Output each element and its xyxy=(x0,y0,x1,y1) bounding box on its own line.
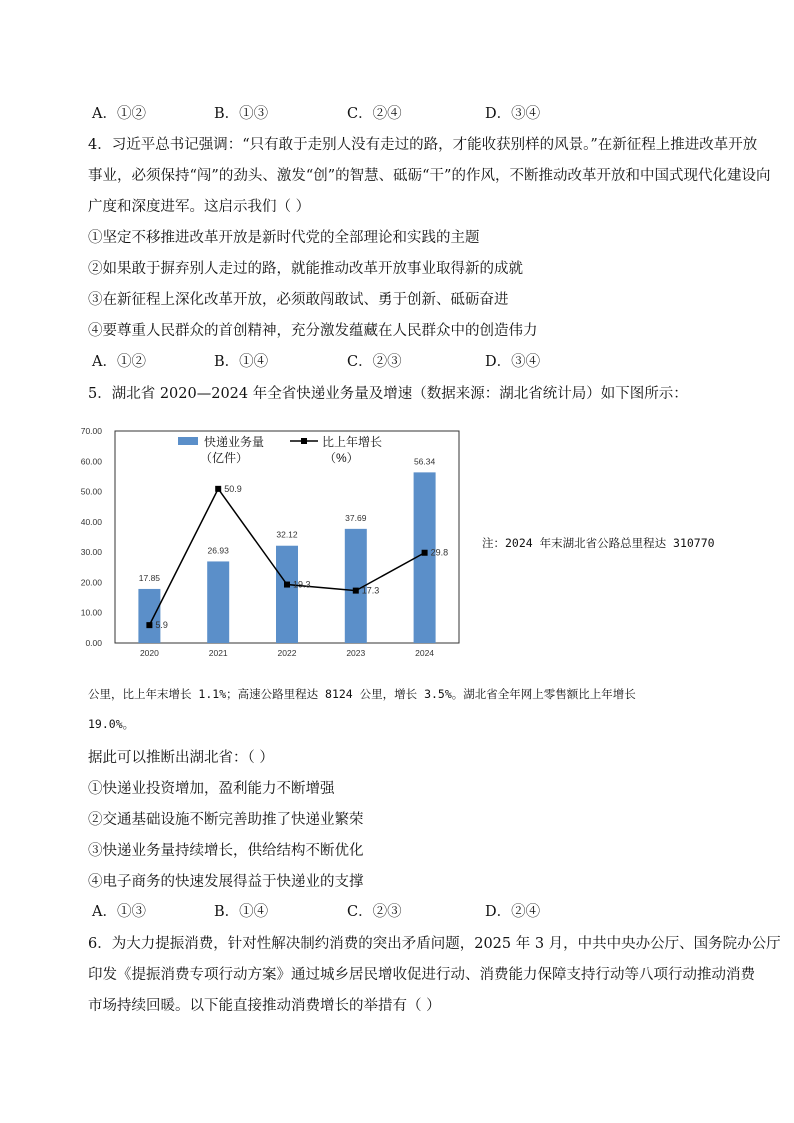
q6-stem-line-1: 6．为大力提振消费，针对性解决制约消费的突出矛盾问题，2025 年 3 月，中共中央办公厅、国务院办公厅 xyxy=(88,936,781,952)
bar-value-label: 37.69 xyxy=(345,512,367,523)
bar xyxy=(207,561,229,643)
q4-stem-line-3: 广度和深度进军。这启示我们（ ） xyxy=(88,199,311,215)
q4-statement-4: ④要尊重人民群众的首创精神，充分激发蕴藏在人民群众中的创造伟力 xyxy=(88,323,538,339)
q5-option-b: B．①④ xyxy=(214,904,269,920)
legend xyxy=(178,434,382,465)
line-value-label: 17.3 xyxy=(361,585,380,596)
x-tick-label: 2023 xyxy=(346,648,366,658)
bar-value-label: 56.34 xyxy=(413,456,436,467)
line-point xyxy=(146,622,152,628)
q5-option-d: D．②④ xyxy=(485,904,541,920)
x-tick-label: 2024 xyxy=(415,648,435,658)
legend-bar-swatch xyxy=(178,437,198,445)
x-tick-label: 2021 xyxy=(208,648,228,658)
q5-note-line-1: 注：2024 年末湖北省公路总里程达 310770 xyxy=(482,536,715,550)
bar-value-label: 32.12 xyxy=(276,529,298,540)
q5-note-line-3: 19.0%。 xyxy=(88,717,135,731)
bar xyxy=(276,546,298,643)
q4-option-d: D．③④ xyxy=(485,354,541,370)
q5-statement-2: ②交通基础设施不断完善助推了快递业繁荣 xyxy=(88,812,364,828)
x-tick-label: 2020 xyxy=(139,648,159,658)
line-value-label: 19.3 xyxy=(293,579,311,590)
line-point xyxy=(284,582,290,588)
q5-option-a: A．①③ xyxy=(92,904,146,920)
q4-statement-1: ①坚定不移推进改革开放是新时代党的全部理论和实践的主题 xyxy=(88,230,480,246)
line-value-label: 50.9 xyxy=(224,483,242,494)
legend-line-unit: （%） xyxy=(324,451,359,465)
legend-bar-unit: （亿件） xyxy=(200,451,249,465)
q4-option-c: C．②③ xyxy=(347,354,402,370)
y-tick-label: 10.00 xyxy=(80,607,102,618)
q4-option-b: B．①④ xyxy=(214,354,269,370)
q5-statement-3: ③快递业务量持续增长，供给结构不断优化 xyxy=(88,843,364,859)
q5-statement-4: ④电子商务的快速发展得益于快递业的支撑 xyxy=(88,874,364,890)
q5-stem: 5．湖北省 2020—2024 年全省快递业务量及增速（数据来源：湖北省统计局）如下图所示： xyxy=(88,386,688,402)
y-tick-label: 40.00 xyxy=(80,516,102,527)
bar xyxy=(138,589,160,643)
x-tick-label: 2022 xyxy=(277,648,297,658)
bar-value-label: 26.93 xyxy=(207,545,229,556)
legend-line-label: 比上年增长 xyxy=(322,435,383,449)
q5-statement-1: ①快递业投资增加，盈利能力不断增强 xyxy=(88,781,335,797)
bar-value-label: 17.85 xyxy=(138,572,161,583)
x-axis xyxy=(140,648,434,658)
bars xyxy=(138,456,435,643)
y-tick-label: 60.00 xyxy=(80,456,102,467)
q3-option-d: D．③④ xyxy=(485,106,541,122)
y-tick-label: 30.00 xyxy=(80,547,102,558)
q4-statement-2: ②如果敢于摒弃别人走过的路，就能推动改革开放事业取得新的成就 xyxy=(88,261,523,277)
line-point xyxy=(422,550,428,556)
line-value-label: 29.8 xyxy=(430,547,449,558)
y-tick-label: 70.00 xyxy=(80,426,102,436)
line-point xyxy=(215,486,221,492)
express-chart xyxy=(70,420,470,660)
q5-option-c: C．②③ xyxy=(347,904,402,920)
q4-stem-line-1: 4．习近平总书记强调：“只有敢于走别人没有走过的路，才能收获别样的风景。”在新征程上推进改革开放 xyxy=(88,137,758,153)
line-point xyxy=(353,588,359,594)
y-tick-label: 0.00 xyxy=(85,638,102,648)
q5-prompt: 据此可以推断出湖北省：（ ） xyxy=(88,750,274,766)
q6-stem-line-2: 印发《提振消费专项行动方案》通过城乡居民增收促进行动、消费能力保障支持行动等八项行动推动消费 xyxy=(88,967,755,983)
y-tick-label: 20.00 xyxy=(80,577,102,588)
y-axis xyxy=(81,426,103,648)
line-value-label: 5.9 xyxy=(155,620,168,631)
legend-line-marker xyxy=(301,438,307,444)
q4-stem-line-2: 事业，必须保持“闯”的劲头、激发“创”的智慧、砥砺“干”的作风，不断推动改革开放和中国式现代化建设向 xyxy=(88,168,771,184)
legend-bar-label: 快递业务量 xyxy=(204,435,265,449)
q4-statement-3: ③在新征程上深化改革开放，必须敢闯敢试、勇于创新、砥砺奋进 xyxy=(88,292,509,308)
q4-option-a: A．①② xyxy=(92,354,146,370)
q3-option-b: B．①③ xyxy=(214,106,269,122)
q3-option-a: A．①② xyxy=(92,106,146,122)
y-tick-label: 50.00 xyxy=(80,486,102,497)
q5-note-line-2: 公里，比上年末增长 1.1%；高速公路里程达 8124 公里，增长 3.5%。湖北省全年网上零售额比上年增长 xyxy=(88,687,636,701)
q6-stem-line-3: 市场持续回暖。以下能直接推动消费增长的举措有（ ） xyxy=(88,998,441,1014)
q3-option-c: C．②④ xyxy=(347,106,402,122)
